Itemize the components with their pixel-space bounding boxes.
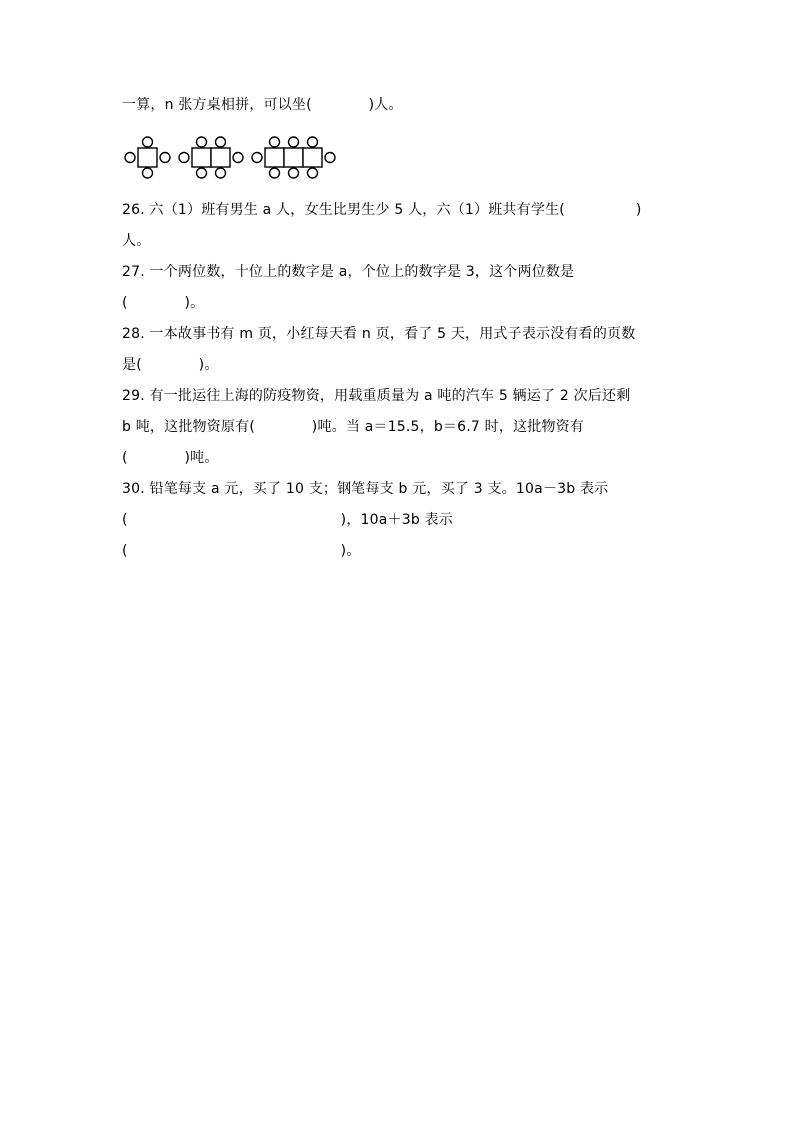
chair-icon (216, 168, 226, 178)
chair-icon (179, 153, 189, 163)
table-square (265, 148, 284, 167)
chair-icon (252, 153, 262, 163)
chair-icon (197, 137, 207, 147)
table-square (284, 148, 303, 167)
table-square (192, 148, 211, 167)
chair-icon (270, 168, 280, 178)
chair-icon (270, 137, 280, 147)
table-square (211, 148, 230, 167)
chair-icon (143, 168, 153, 178)
chair-icon (143, 137, 153, 147)
chair-icon (125, 153, 135, 163)
chair-icon (197, 168, 207, 178)
q30-line3: ( )。 (122, 543, 361, 559)
q27-line1: 27. 一个两位数，十位上的数字是 a，个位上的数字是 3，这个两位数是 (122, 264, 575, 280)
chair-icon (233, 153, 243, 163)
chair-icon (308, 168, 318, 178)
table-square (303, 148, 322, 167)
table-square (138, 148, 157, 167)
chair-icon (308, 137, 318, 147)
q29-line1: 29. 有一批运往上海的防疫物资，用载重质量为 a 吨的汽车 5 辆运了 2 次后还剩 (122, 388, 631, 404)
chair-icon (160, 153, 170, 163)
q29-line3: ( )吨。 (122, 450, 219, 466)
chair-icon (325, 153, 335, 163)
chair-icon (216, 137, 226, 147)
q26-line1: 26. 六（1）班有男生 a 人，女生比男生少 5 人，六（1）班共有学生( ) (122, 202, 642, 218)
table-arrangement-figure (122, 133, 362, 183)
q27-line2: ( )。 (122, 295, 205, 311)
q25-text: 一算，n 张方桌相拼，可以坐( )人。 (122, 97, 403, 113)
q29-line2: b 吨，这批物资原有( )吨。当 a＝15.5，b＝6.7 时，这批物资有 (122, 419, 585, 435)
chair-icon (289, 137, 299, 147)
chair-icon (289, 168, 299, 178)
q26-line2: 人。 (122, 233, 151, 249)
q30-line2: ( )，10a＋3b 表示 (122, 512, 453, 528)
q30-line1: 30. 铅笔每支 a 元，买了 10 支；钢笔每支 b 元，买了 3 支。10a－3b 表示 (122, 481, 609, 497)
table-arrangement-figure-svg (122, 133, 362, 183)
q28-line2: 是( )。 (122, 357, 219, 373)
q28-line1: 28. 一本故事书有 m 页，小红每天看 n 页，看了 5 天，用式子表示没有看的页数 (122, 326, 636, 342)
